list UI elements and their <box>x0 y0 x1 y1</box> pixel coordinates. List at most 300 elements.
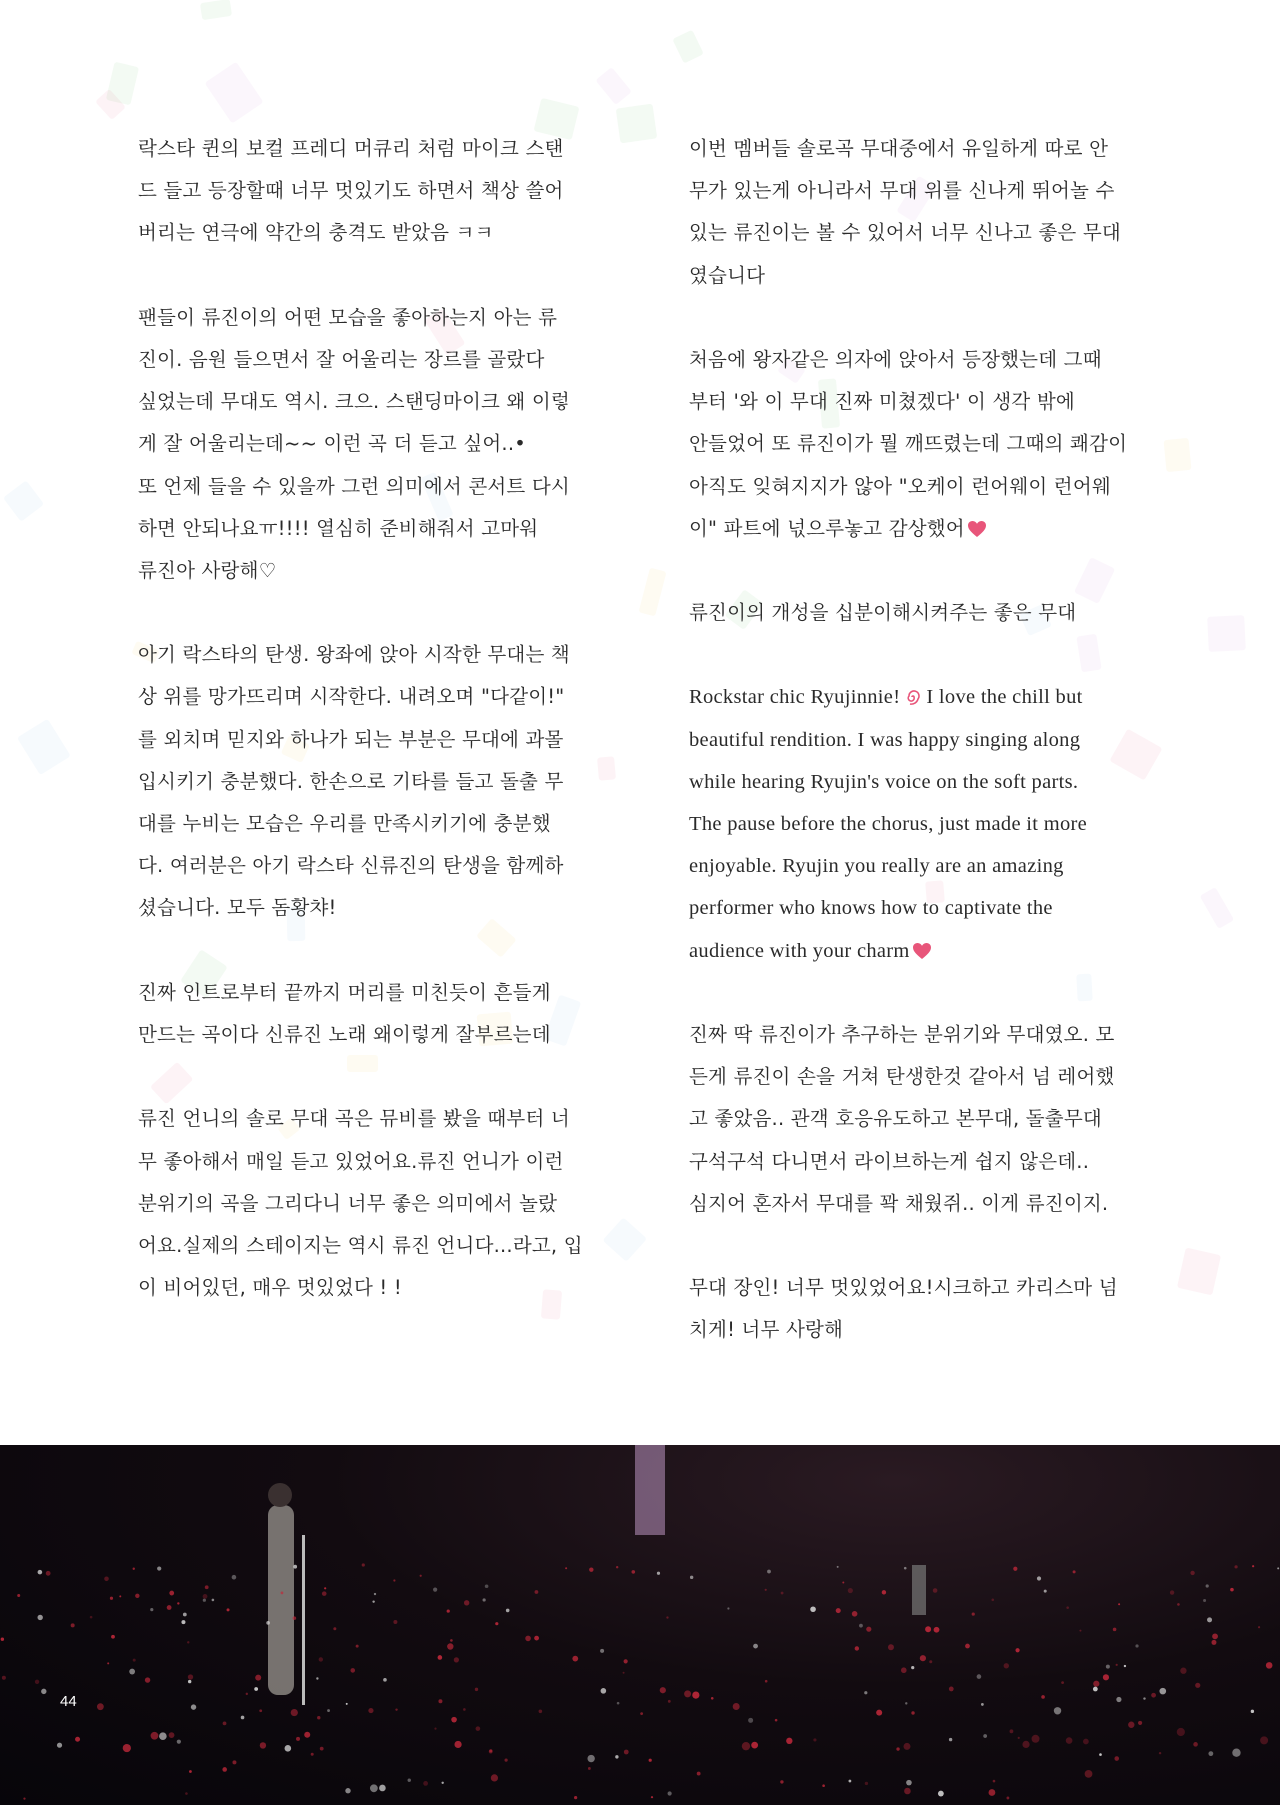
text-line <box>138 466 608 508</box>
distant-performer <box>912 1565 926 1615</box>
crowd-light <box>111 1635 115 1639</box>
crowd-light <box>765 1589 767 1591</box>
paragraph-spacer <box>689 634 1159 676</box>
crowd-light <box>157 1567 161 1571</box>
crowd-light <box>1 1638 4 1641</box>
crowd-light <box>223 1722 227 1726</box>
concert-stage-image <box>0 1445 1280 1805</box>
text-line <box>689 1309 1159 1351</box>
paragraph-spacer <box>689 1225 1159 1267</box>
crowd-light <box>572 1656 578 1662</box>
crowd-light <box>780 1781 783 1784</box>
crowd-light <box>1203 1599 1206 1602</box>
crowd-light <box>104 1577 109 1582</box>
crowd-light <box>167 1606 172 1611</box>
crowd-light <box>1085 1770 1093 1778</box>
crowd-light <box>203 1599 206 1602</box>
crowd-light <box>906 1780 912 1786</box>
line-text: 싶었는데 무대도 역시. 크으. 스탠딩마이크 왜 이렇 <box>138 390 570 414</box>
crowd-light <box>1234 1566 1237 1569</box>
crowd-light <box>624 1660 628 1664</box>
text-line <box>689 761 1159 803</box>
line-text: 치게! 너무 사랑해 <box>689 1318 844 1342</box>
crowd-light <box>227 1609 230 1612</box>
crowd-light <box>1054 1708 1061 1715</box>
crowd-light <box>159 1733 167 1741</box>
crowd-light <box>434 1728 436 1730</box>
crowd-light <box>46 1571 51 1576</box>
crowd-light <box>668 1792 672 1796</box>
text-line <box>138 550 608 592</box>
crowd-light <box>742 1742 750 1750</box>
crowd-light <box>246 1693 248 1695</box>
crowd-light <box>362 1564 365 1567</box>
crowd-light <box>311 1753 314 1756</box>
text-line <box>689 676 1159 718</box>
line-text: The pause before the chorus, just made it more <box>689 813 1088 835</box>
crowd-light <box>1159 1752 1161 1754</box>
crowd-light <box>259 1710 262 1713</box>
crowd-light <box>150 1608 153 1611</box>
text-line <box>138 170 608 212</box>
line-text: 다. 여러분은 아기 락스타 신류진의 탄생을 함께하 <box>138 854 564 878</box>
crowd-light <box>1018 1737 1020 1739</box>
crowd-light <box>133 1568 135 1570</box>
crowd-light <box>464 1601 469 1606</box>
paragraph <box>689 676 1159 971</box>
crowd-light <box>379 1785 386 1792</box>
line-text: 게 잘 어울리는데~~ 이런 곡 더 듣고 싶어..• <box>138 432 526 456</box>
crowd-light <box>476 1727 481 1732</box>
line-text: 진짜 딱 류진이가 추구하는 분위기와 무대였오. 모 <box>689 1022 1115 1046</box>
crowd-light <box>1230 1588 1234 1592</box>
crowd-light <box>587 1755 594 1762</box>
crowd-light <box>463 1709 466 1712</box>
line-text: 무 좋아해서 매일 듣고 있었어요.류진 언니가 이런 <box>138 1149 564 1173</box>
line-text: 심지어 혼자서 무대를 꽉 채웠쥐.. 이게 류진이지. <box>689 1191 1109 1215</box>
crowd-light <box>905 1703 907 1705</box>
crowd-light <box>110 1597 113 1600</box>
crowd-light <box>991 1599 994 1602</box>
crowd-light <box>852 1611 858 1617</box>
crowd-light <box>119 1596 121 1598</box>
crowd-light <box>203 1594 208 1599</box>
crowd-light <box>938 1791 944 1797</box>
crowd-light <box>623 1672 625 1674</box>
crowd-light <box>1114 1757 1119 1762</box>
crowd-light <box>408 1779 411 1782</box>
crowd-light <box>1260 1737 1268 1745</box>
crowd-light <box>345 1788 350 1793</box>
text-line <box>689 466 1159 508</box>
text-line <box>138 887 608 929</box>
crowd-light <box>904 1567 907 1570</box>
crowd-light <box>133 1659 136 1662</box>
crowd-light <box>438 1700 442 1704</box>
crowd-light <box>1266 1663 1273 1670</box>
crowd-light <box>222 1768 227 1773</box>
concert-photo <box>0 1445 1280 1805</box>
performer-figure <box>268 1483 305 1705</box>
crowd-light <box>753 1644 758 1649</box>
crowd-light <box>454 1658 459 1663</box>
crowd-light <box>1083 1739 1089 1745</box>
crowd-light <box>185 1793 188 1796</box>
text-line <box>138 803 608 845</box>
crowd-light <box>181 1621 185 1625</box>
crowd-light <box>177 1740 181 1744</box>
crowd-light <box>1066 1738 1073 1745</box>
crowd-light <box>205 1586 209 1590</box>
paragraph <box>138 634 608 929</box>
paragraph-spacer <box>689 972 1159 1014</box>
crowd-light <box>438 1656 443 1661</box>
crowd-light <box>600 1649 604 1653</box>
line-text: 입시키기 충분했다. 한손으로 기타를 들고 돌출 무 <box>138 769 564 793</box>
crowd-light <box>624 1750 629 1755</box>
crowd-light <box>1135 1645 1138 1648</box>
crowd-light <box>505 1759 508 1762</box>
text-line <box>138 634 608 676</box>
crowd-light <box>356 1645 359 1648</box>
crowd-light <box>1180 1668 1186 1674</box>
crowd-light <box>232 1761 236 1765</box>
crowd-light <box>1093 1687 1098 1692</box>
crowd-light <box>320 1747 324 1751</box>
crowd-light <box>491 1775 498 1782</box>
crowd-light <box>692 1692 699 1699</box>
crowd-light <box>1099 1754 1102 1757</box>
text-line <box>689 423 1159 465</box>
text-line <box>689 381 1159 423</box>
crowd-light <box>1206 1585 1209 1588</box>
crowd-light <box>395 1709 397 1711</box>
crowd-light <box>983 1735 987 1739</box>
crowd-light <box>616 1566 618 1568</box>
crowd-light <box>475 1688 478 1691</box>
crowd-light <box>189 1771 192 1774</box>
crowd-light <box>882 1591 886 1595</box>
crowd-light <box>539 1710 543 1714</box>
crowd-light <box>1093 1681 1099 1687</box>
crowd-light <box>651 1797 653 1799</box>
hanging-light-rig <box>635 1445 665 1535</box>
crowd-light <box>859 1624 863 1628</box>
crowd-light <box>1207 1618 1212 1623</box>
line-text: 이" 파트에 넋으루놓고 감상했어 <box>689 516 965 540</box>
line-text: 무가 있는게 아니라서 무대 위를 신나게 뛰어놀 수 <box>689 179 1115 203</box>
crowd-light <box>933 1589 938 1594</box>
crowd-light <box>588 1767 591 1770</box>
crowd-light <box>1106 1665 1110 1669</box>
text-line <box>689 1098 1159 1140</box>
text-line <box>689 1267 1159 1309</box>
line-text: 아기 락스타의 탄생. 왕좌에 앉아 시작한 무대는 책 <box>138 643 570 667</box>
crowd-light <box>293 1617 297 1621</box>
crowd-light <box>1177 1728 1185 1736</box>
crowd-light <box>781 1592 784 1595</box>
crowd-light <box>1124 1665 1126 1667</box>
text-line <box>138 845 608 887</box>
crowd-light <box>1037 1577 1041 1581</box>
crowd-light <box>489 1750 493 1754</box>
text-line <box>689 803 1159 845</box>
line-text: 상 위를 망가뜨리며 시작한다. 내려오며 "다같이!" <box>138 685 565 709</box>
crowd-light <box>327 1710 330 1713</box>
crowd-light <box>433 1588 437 1592</box>
text-line <box>138 212 608 254</box>
crowd-light <box>904 1788 911 1795</box>
line-text: 진짜 인트로부터 끝까지 머리를 미친듯이 흔들게 <box>138 980 551 1004</box>
line-text: I love the chill but <box>926 686 1083 709</box>
crowd-light <box>848 1588 853 1593</box>
crowd-light <box>483 1599 486 1602</box>
line-text: 셨습니다. 모두 돔황챠! <box>138 896 337 920</box>
line-text: 진이. 음원 들으면서 잘 어울리는 장르를 골랐다 <box>138 347 545 371</box>
crowd-light <box>135 1594 139 1598</box>
crowd-light <box>169 1733 175 1739</box>
crowd-light <box>241 1716 245 1720</box>
crowd-light <box>1251 1710 1254 1713</box>
crowd-light <box>1041 1696 1045 1700</box>
line-text: 류진이의 개성을 십분이해시켜주는 좋은 무대 <box>689 601 1077 625</box>
crowd-light <box>177 1603 179 1605</box>
crowd-light <box>1143 1698 1145 1700</box>
text-line <box>138 676 608 718</box>
paragraph <box>138 1098 608 1309</box>
crowd-light <box>1118 1604 1120 1606</box>
crowd-light <box>71 1624 75 1628</box>
crowd-light <box>1116 1697 1121 1702</box>
line-text: 분위기의 곡을 그리다니 너무 좋은 의미에서 놀랐 <box>138 1191 558 1215</box>
line-text: 안들었어 또 류진이가 뭘 깨뜨렸는데 그때의 쾌감이 <box>689 432 1128 456</box>
crowd-light <box>901 1668 907 1674</box>
line-text: 처음에 왕자같은 의자에 앉아서 등장했는데 그때 <box>689 347 1102 371</box>
text-line <box>138 339 608 381</box>
crowd-light <box>260 1743 266 1749</box>
crowd-light <box>934 1627 940 1633</box>
line-text: 대를 누비는 모습은 우리를 만족시키기에 충분했 <box>138 812 551 835</box>
crowd-light <box>574 1796 577 1799</box>
crowd-light <box>977 1675 982 1680</box>
text-line <box>689 930 1159 972</box>
text-line <box>138 423 608 465</box>
heart-icon <box>967 511 987 553</box>
crowd-light <box>1116 1664 1118 1666</box>
crowd-light <box>383 1678 387 1682</box>
crowd-light <box>657 1572 660 1575</box>
crowd-light <box>1208 1752 1213 1757</box>
line-text: 고 좋았음.. 관객 호응유도하고 본무대, 돌출무대 <box>689 1107 1102 1131</box>
crowd-light <box>1032 1735 1040 1743</box>
crowd-light <box>981 1703 984 1706</box>
crowd-light <box>293 1565 297 1569</box>
text-line <box>138 1141 608 1183</box>
crowd-light <box>617 1702 620 1705</box>
crowd-light <box>350 1669 355 1674</box>
crowd-light <box>1252 1566 1254 1568</box>
crowd-light <box>837 1566 839 1568</box>
crowd-light <box>822 1785 825 1788</box>
crowd-light <box>1061 1682 1064 1685</box>
line-text: 팬들이 류진이의 어떤 모습을 좋아하는지 아는 류 <box>138 305 558 329</box>
crowd-light <box>989 1790 996 1797</box>
crowd-light <box>296 1737 300 1741</box>
crowd-light <box>1232 1749 1240 1757</box>
crowd-light <box>129 1669 135 1675</box>
crowd-light <box>864 1692 867 1695</box>
crowd-light <box>1010 1730 1014 1734</box>
crowd-light <box>810 1607 816 1613</box>
crowd-light <box>266 1621 270 1625</box>
crowd-light <box>896 1748 899 1751</box>
crowd-light <box>495 1623 498 1626</box>
crowd-light <box>374 1593 376 1595</box>
crowd-light <box>107 1663 109 1665</box>
text-line <box>689 1141 1159 1183</box>
crowd-light <box>660 1688 666 1694</box>
text-line <box>689 339 1159 381</box>
crowd-light <box>1066 1607 1069 1610</box>
paragraph <box>689 339 1159 550</box>
crowd-light <box>786 1738 792 1744</box>
crowd-light <box>911 1712 914 1715</box>
paragraph-spacer <box>689 550 1159 592</box>
text-line <box>689 1183 1159 1225</box>
crowd-light <box>1159 1688 1166 1695</box>
line-text: 있는 류진이는 볼 수 있어서 너무 신나고 좋은 무대 <box>689 221 1121 245</box>
crowd-light <box>255 1675 261 1681</box>
crowd-light <box>632 1571 636 1575</box>
crowd-light <box>1258 1627 1260 1629</box>
line-text: 류진 언니의 솔로 무대 곡은 뮤비를 봤을 때부터 너 <box>138 1107 570 1131</box>
crowd-light <box>929 1661 932 1664</box>
crowd-light <box>1113 1628 1117 1632</box>
crowd-light <box>17 1594 20 1597</box>
text-line <box>138 719 608 761</box>
crowd-light <box>842 1582 844 1584</box>
crowd-light <box>393 1620 397 1624</box>
crowd-light <box>191 1705 196 1710</box>
paragraph-spacer <box>138 255 608 297</box>
crowd-light <box>711 1697 714 1700</box>
crowd-light <box>601 1688 607 1694</box>
crowd-light <box>920 1656 926 1662</box>
crowd-light <box>423 1781 428 1786</box>
crowd-light <box>534 1636 539 1641</box>
crowd-light <box>993 1780 996 1783</box>
line-text: beautiful rendition. I was happy singing along <box>689 728 1081 751</box>
crowd-light <box>304 1732 310 1738</box>
line-text: 아직도 잊혀지지가 않아 "오케이 런어웨이 런어웨 <box>689 474 1111 498</box>
crowd-light <box>1006 1797 1009 1800</box>
crowd-light <box>1151 1693 1156 1698</box>
crowd-light <box>485 1585 489 1589</box>
text-line <box>138 508 608 550</box>
crowd-light <box>972 1613 975 1616</box>
crowd-light <box>813 1739 816 1742</box>
text-line <box>689 255 1159 297</box>
crowd-light <box>123 1744 131 1752</box>
paragraph <box>138 128 608 255</box>
crowd-light <box>333 1628 336 1631</box>
crowd-light <box>1013 1567 1017 1571</box>
crowd-light <box>1073 1571 1076 1574</box>
crowd-light <box>876 1710 882 1716</box>
crowd-light <box>2 1676 6 1680</box>
crowd-light <box>38 1570 43 1575</box>
paragraph <box>138 972 608 1056</box>
crowd-light <box>733 1703 740 1710</box>
paragraph <box>689 1014 1159 1225</box>
crowd-light <box>97 1704 104 1711</box>
paragraph <box>689 128 1159 297</box>
swirl-icon <box>904 679 922 721</box>
paragraph <box>689 592 1159 634</box>
crowd-light <box>903 1743 910 1750</box>
line-text: audience with your charm <box>689 939 910 962</box>
crowd-light <box>346 1703 348 1705</box>
line-text: 구석구석 다니면서 라이브하는게 쉽지 않은데.. <box>689 1149 1090 1173</box>
line-text: 무대 장인! 너무 멋있었어요!시크하고 카리스마 넘 <box>689 1276 1118 1300</box>
crowd-light <box>368 1708 373 1713</box>
crowd-light <box>525 1636 531 1642</box>
line-text: 드 들고 등장할때 너무 멋있기도 하면서 책상 쓸어 <box>138 179 564 203</box>
crowd-light <box>1190 1571 1194 1575</box>
crowd-light <box>911 1666 914 1669</box>
crowd-light <box>183 1613 187 1617</box>
crowd-light <box>393 1580 395 1582</box>
crowd-light <box>187 1642 189 1644</box>
text-line <box>689 719 1159 761</box>
crowd-light <box>1277 1568 1279 1570</box>
crowd-light <box>727 1608 729 1610</box>
line-text: 또 언제 들을 수 있을까 그런 의미에서 콘서트 다시 <box>138 474 570 498</box>
text-line <box>689 887 1159 929</box>
crowd-light <box>372 1601 374 1603</box>
paragraph-spacer <box>138 1056 608 1098</box>
crowd-light <box>1044 1590 1047 1593</box>
line-text: performer who knows how to captivate the <box>689 897 1053 920</box>
line-text: 든게 류진이 손을 거쳐 탄생한것 같아서 넘 레어했 <box>689 1065 1115 1089</box>
crowd-light <box>1193 1742 1198 1747</box>
line-text: Rockstar chic Ryujinnie! <box>689 686 901 709</box>
crowd-light <box>949 1738 952 1741</box>
line-text: enjoyable. Ryujin you really are an amazing <box>689 855 1064 878</box>
crowd-light <box>370 1785 378 1793</box>
crowd-light <box>37 1615 42 1620</box>
crowd-light <box>454 1741 461 1748</box>
crowd-light <box>949 1687 954 1692</box>
paragraph-spacer <box>138 930 608 972</box>
crowd-light <box>188 1680 191 1683</box>
crowd-light <box>420 1575 422 1577</box>
crowd-light <box>316 1678 318 1680</box>
crowd-light <box>666 1617 668 1619</box>
crowd-light <box>57 1743 62 1748</box>
paragraph-spacer <box>689 297 1159 339</box>
text-line <box>138 381 608 423</box>
crowd-light <box>450 1640 453 1643</box>
crowd-light <box>751 1742 758 1749</box>
crowd-light <box>535 1591 539 1595</box>
crowd-light <box>145 1678 150 1683</box>
text-line <box>138 1225 608 1267</box>
crowd-light <box>615 1756 618 1759</box>
line-text: 였습니다 <box>689 263 766 287</box>
crowd-light <box>1195 1683 1200 1688</box>
text-line <box>138 972 608 1014</box>
